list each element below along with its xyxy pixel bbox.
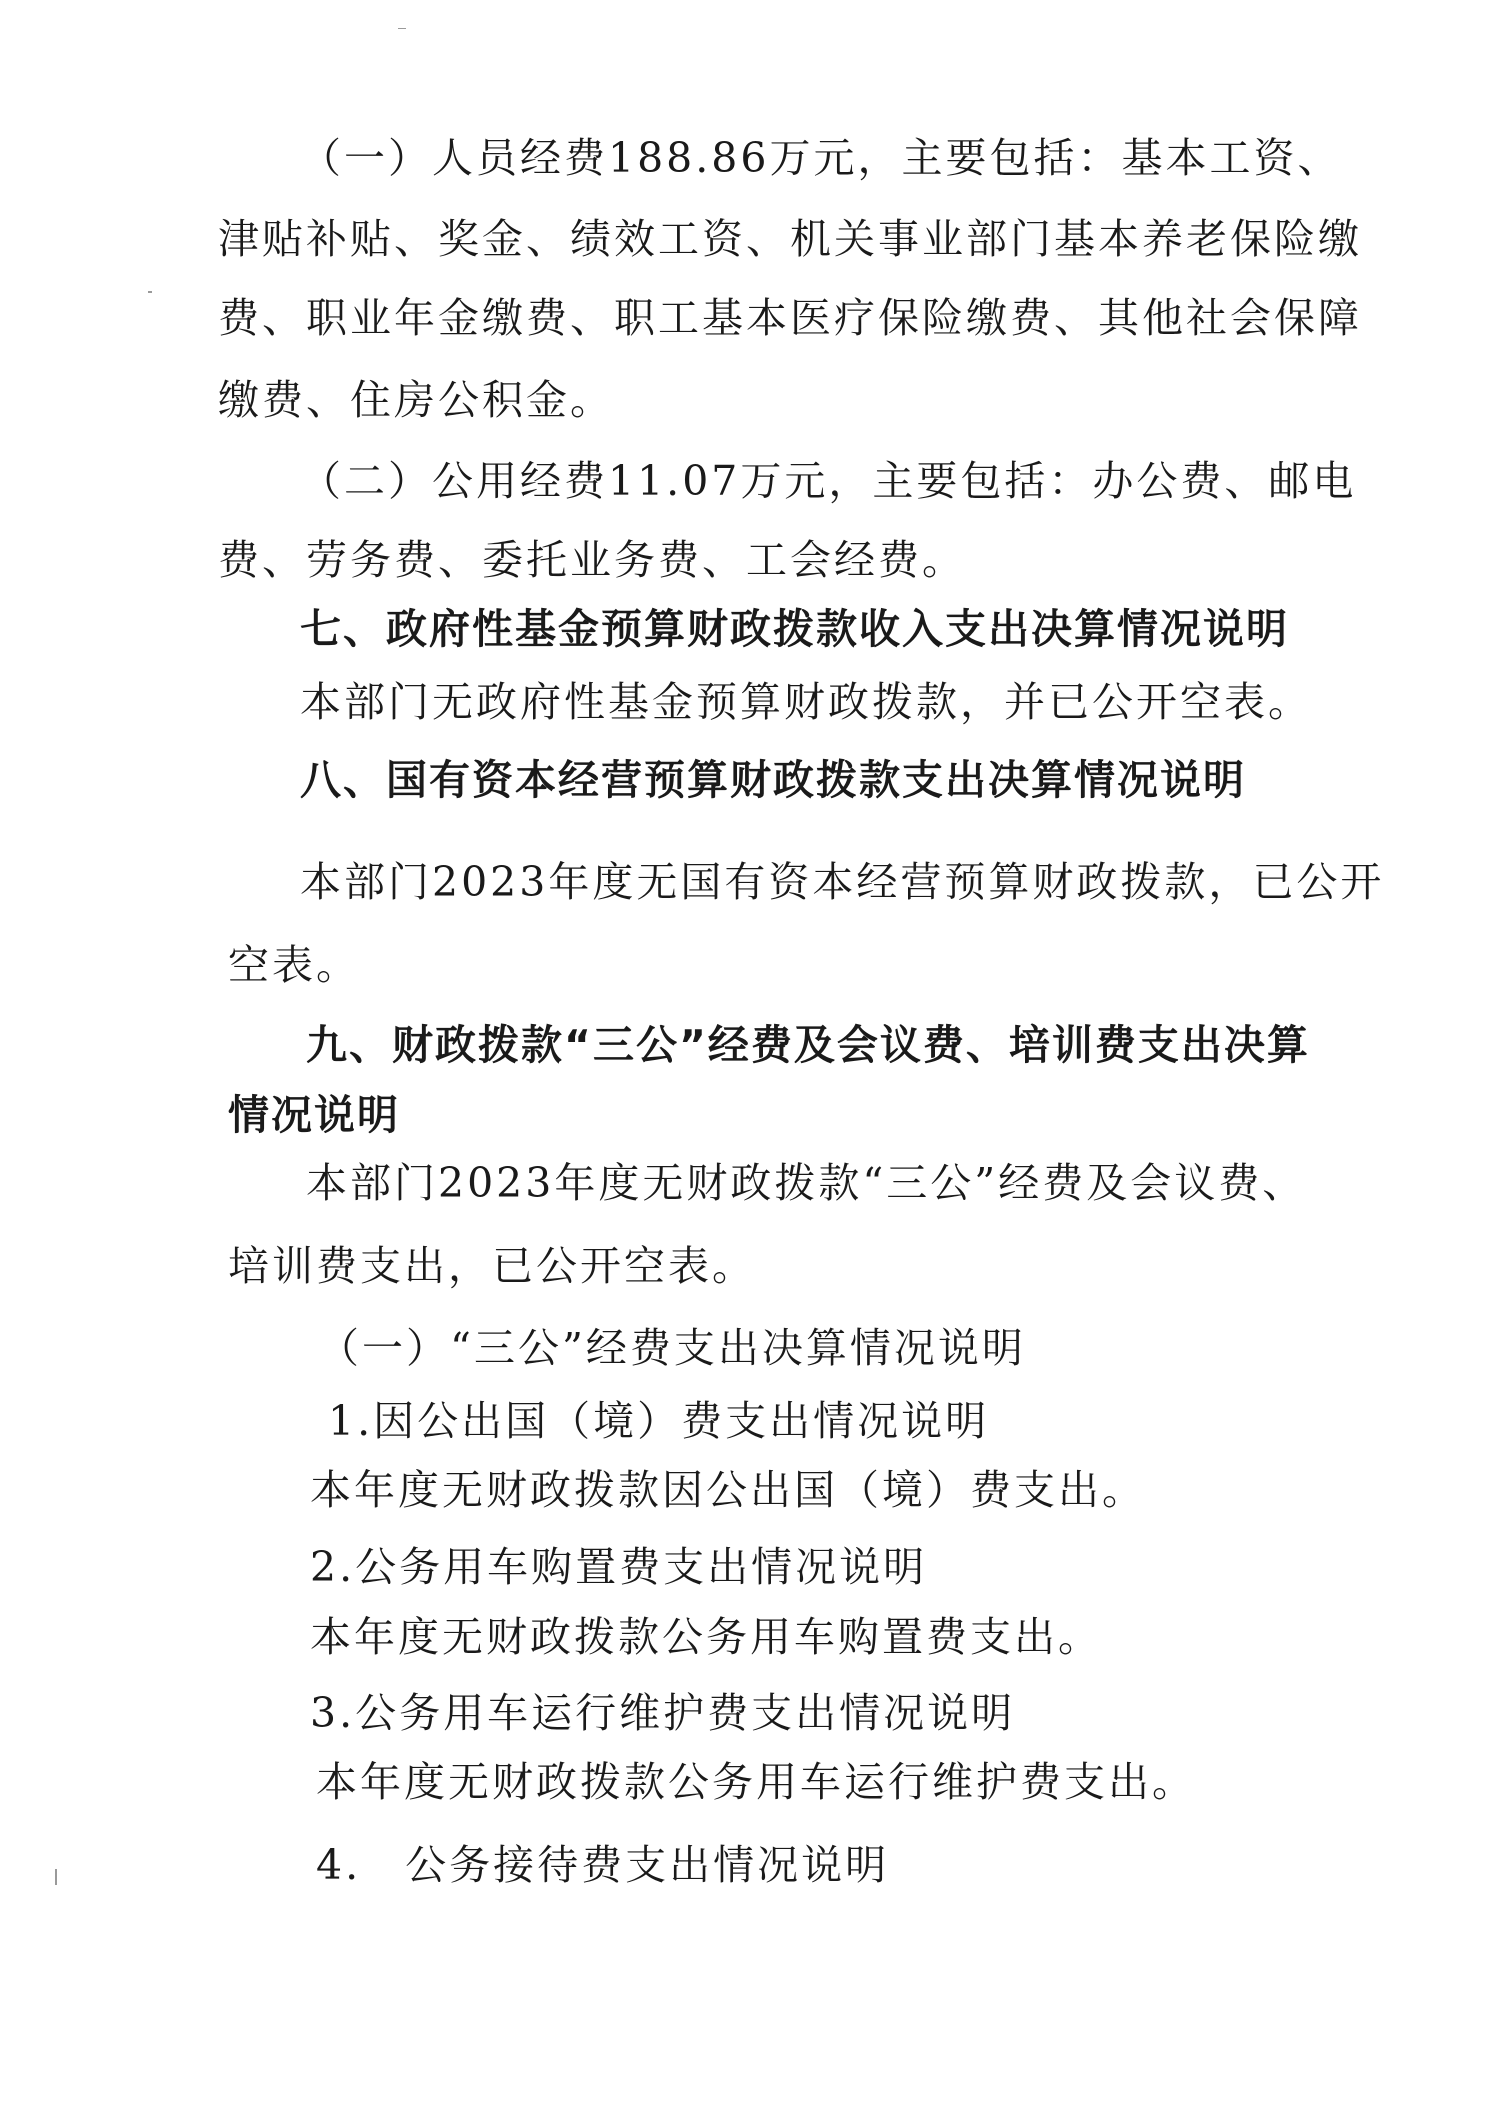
scan-speck (148, 291, 152, 293)
section-heading-eight: 八、国有资本经营预算财政拨款支出决算情况说明 (300, 756, 1246, 804)
section-heading-nine-cont: 情况说明 (228, 1091, 400, 1139)
section-heading-nine: 九、财政拨款“三公”经费及会议费、培训费支出决算 (306, 1021, 1310, 1069)
paragraph-text-line: 本部门2023年度无国有资本经营预算财政拨款，已公开 (300, 858, 1385, 906)
paragraph-personnel-expenses: （一）人员经费188.86万元，主要包括：基本工资、 (300, 134, 1342, 182)
paragraph-public-expenses: （二）公用经费11.07万元，主要包括：办公费、邮电 (300, 457, 1357, 505)
paragraph-text-line: 费、职业年金缴费、职工基本医疗保险缴费、其他社会保障 (218, 294, 1362, 342)
item-heading-reception: 4. 公务接待费支出情况说明 (316, 1841, 890, 1889)
subsection-heading-three-public: （一）“三公”经费支出决算情况说明 (318, 1324, 1026, 1372)
section-heading-seven: 七、政府性基金预算财政拨款收入支出决算情况说明 (300, 605, 1289, 653)
item-heading-overseas: 1.因公出国（境）费支出情况说明 (328, 1397, 990, 1445)
paragraph-text-line: 本年度无财政拨款公务用车运行维护费支出。 (316, 1758, 1196, 1806)
paragraph-text-line: 空表。 (228, 941, 360, 989)
item-heading-vehicle-purchase: 2.公务用车购置费支出情况说明 (310, 1543, 928, 1591)
paragraph-text-line: 本部门无政府性基金预算财政拨款，并已公开空表。 (300, 678, 1312, 726)
paragraph-text-line: 本部门2023年度无财政拨款“三公”经费及会议费、 (306, 1159, 1307, 1207)
paragraph-text-line: 津贴补贴、奖金、绩效工资、机关事业部门基本养老保险缴 (218, 215, 1362, 263)
paragraph-text-line: 费、劳务费、委托业务费、工会经费。 (218, 536, 966, 584)
scan-speck (398, 28, 406, 29)
paragraph-text-line: 本年度无财政拨款因公出国（境）费支出。 (310, 1466, 1146, 1514)
item-heading-vehicle-maintenance: 3.公务用车运行维护费支出情况说明 (310, 1689, 1016, 1737)
scan-speck (55, 1869, 57, 1885)
paragraph-text-line: 本年度无财政拨款公务用车购置费支出。 (310, 1613, 1102, 1661)
paragraph-text-line: 缴费、住房公积金。 (218, 376, 614, 424)
paragraph-text-line: 培训费支出，已公开空表。 (228, 1242, 756, 1290)
